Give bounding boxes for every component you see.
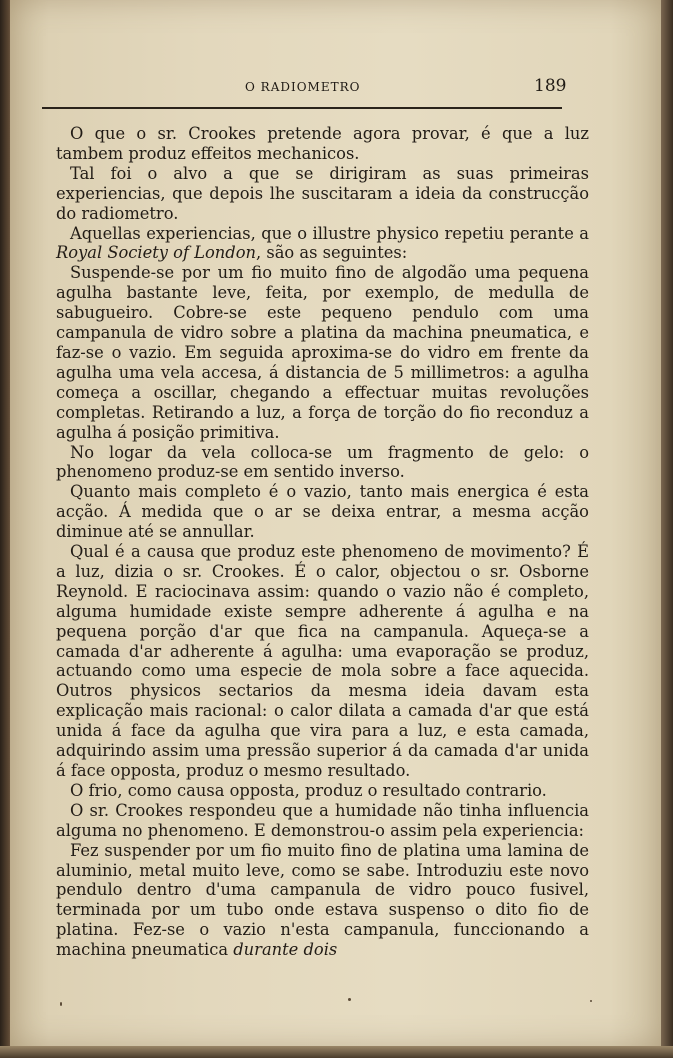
paper-speck	[60, 1002, 62, 1006]
paragraph	[56, 841, 589, 960]
paper-speck	[590, 1000, 592, 1002]
paragraph: O frio, como causa opposta, produz o resultado contrario.	[70, 780, 547, 800]
page-right-edge	[661, 0, 673, 1058]
header-rule	[42, 107, 562, 109]
paragraph-text: Fez suspender por um fio muito fino de platina uma lamina de aluminio, metal muito leve, como se sabe. Introduziu este novo pendulo dentro d'uma campanula de vidro pouco fusivel, terminada por um tubo onde estava suspenso o dito fio de platina. Fez-se o vazio n'esta campanula, funccionando a machina pneumatica	[56, 840, 589, 960]
book-page	[10, 0, 662, 1048]
paragraph: O que o sr. Crookes pretende agora provar, é que a luz tambem produz effeitos mechanicos.	[56, 124, 589, 163]
paper-speck	[348, 998, 351, 1001]
paragraph: Quanto mais completo é o vazio, tanto mais energica é esta acção. Á medida que o ar se deixa entrar, a mesma acção diminue até se annullar.	[56, 482, 589, 542]
italic-society-name: Royal Society of London	[56, 243, 256, 263]
running-header	[10, 76, 662, 100]
paragraph: Qual é a causa que produz este phenomeno de movimento? É a luz, dizia o sr. Crookes. É o calor, objectou o sr. Osborne Reynold. E raciocinava assim: quando o vazio não é completo, alguma humidade existe sempre adherente á agulha e na pequena porção d'ar que fica na campanula. Aqueça-se a camada d'ar adherente á agulha: uma evaporação se produz, actuando como uma especie de mola sobre a face aquecida. Outros physicos sectarios da mesma ideia davam esta explicação mais racional: o calor dilata a camada d'ar que está unida á face da agulha que vira para a luz, e esta camada, adquirindo assim uma pressão superior á da camada d'ar unida á face opposta, produz o mesmo resultado.	[56, 542, 589, 780]
running-title: O RADIOMETRO	[245, 80, 361, 94]
page-bottom-edge	[0, 1046, 673, 1058]
paragraph-text: , são as seguintes:	[256, 243, 408, 263]
italic-phrase: durante dois	[233, 940, 338, 960]
body-text	[56, 124, 589, 960]
paragraph	[56, 224, 589, 264]
paragraph-text: Aquellas experiencias, que o illustre physico repetiu perante a	[70, 223, 589, 243]
paragraph: O sr. Crookes respondeu que a humidade não tinha influencia alguma no phenomeno. E demonstrou-o assim pela experiencia:	[56, 800, 589, 840]
paragraph: No logar da vela colloca-se um fragmento de gelo: o phenomeno produz-se em sentido inverso.	[56, 442, 589, 482]
paragraph: Suspende-se por um fio muito fino de algodão uma pequena agulha bastante leve, feita, por exemplo, de medulla de sabugueiro. Cobre-se este pequeno pendulo com uma campanula de vidro sobre a platina da machina pneumatica, e faz-se o vazio. Em seguida aproxima-se do vidro em frente da agulha uma vela accesa, á distancia de 5 millimetros: a agulha começa a oscillar, chegando a effectuar muitas revoluções completas. Retirando a luz, a força de torção do fio reconduz a agulha á posição primitiva.	[56, 263, 589, 442]
page-number: 189	[534, 76, 567, 96]
paragraph: Tal foi o alvo a que se dirigiram as suas primeiras experiencias, que depois lhe suscitaram a ideia da construcção do radiometro.	[56, 163, 589, 223]
